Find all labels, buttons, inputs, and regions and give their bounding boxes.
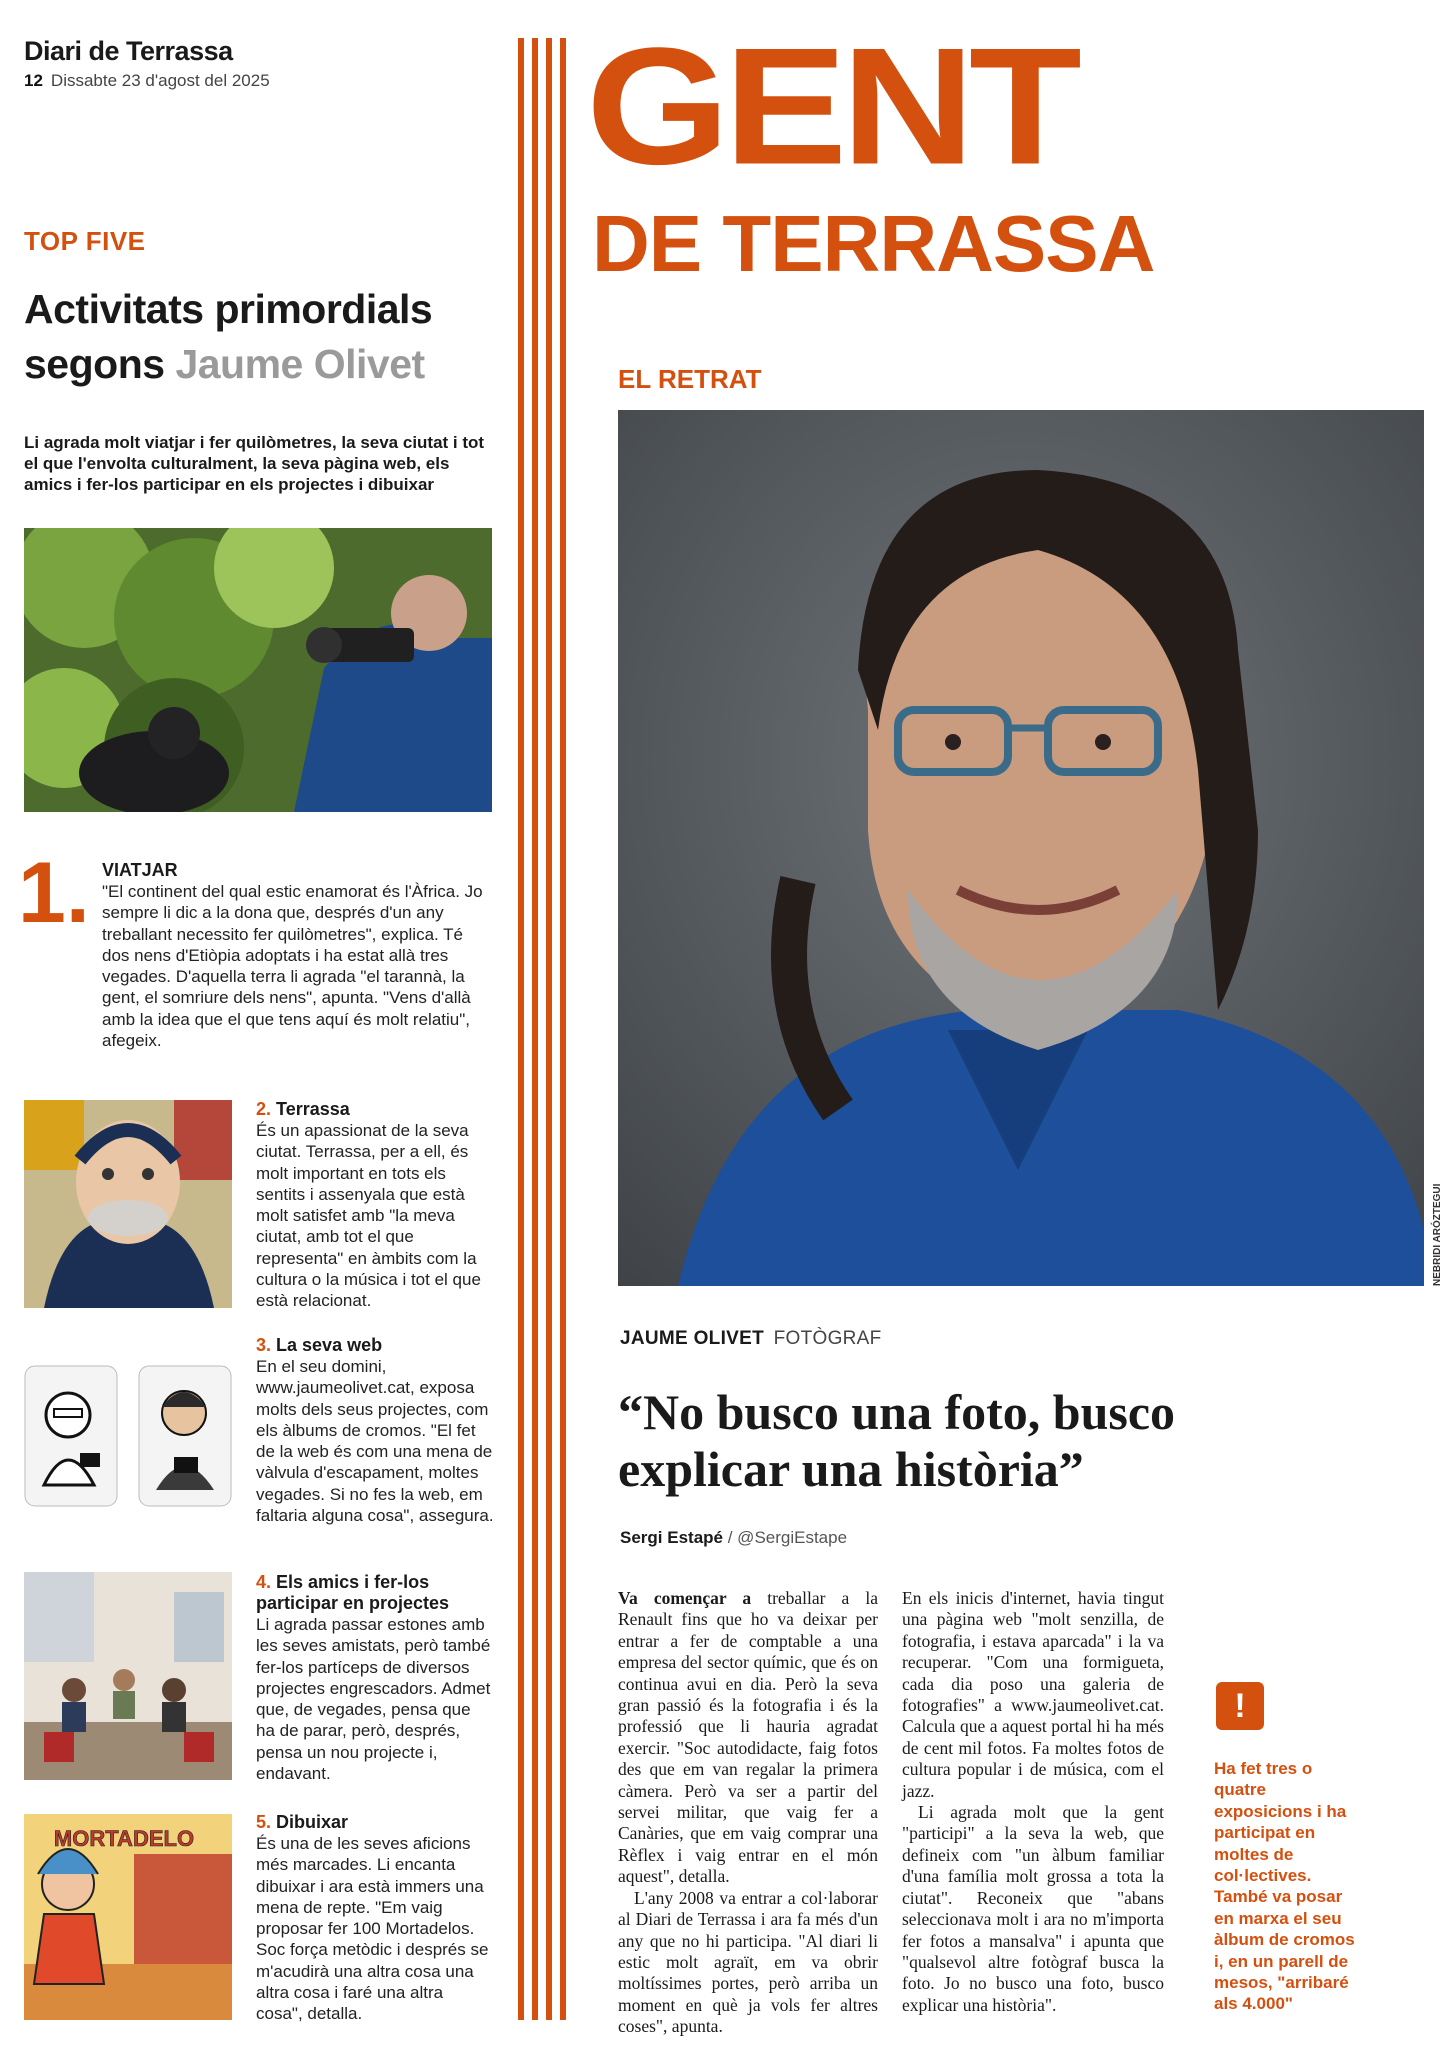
headline-text: Activitats primordials segons: [24, 286, 433, 387]
photo-mortadelo-drawing: [24, 1814, 232, 2020]
masthead-logo: Diari de Terrassa: [24, 36, 233, 66]
item-number: 2.: [256, 1099, 272, 1119]
item-body: "El continent del qual estic enamorat és l'Àfrica. Jo sempre li dic a la dona que, després d'un any treballant necessito fer quilòmetres", explica. Té dos nens d'Etiòpia adoptats i ha estat allà tres vegades. D'aquella terra li agrada "el tarannà, la gent, el somriure dels nens", apunta. "Vens d'allà amb la idea que el que tens aquí és molt relatiu", afegeix.: [102, 882, 483, 1051]
list-item-web: [256, 1335, 494, 1526]
author-line: [620, 1528, 847, 1548]
list-item-viatjar: [102, 860, 494, 1051]
photo-friends-meeting: [24, 1572, 232, 1780]
item-body: És una de les seves aficions més marcades. Li encanta dibuixar i ara està immers una mena de repte. "Em vaig proposar fer 100 Mortadelos. Soc força metòdic i després se m'acudirà una altra cosa una altra cosa i faré una altra cosa", detalla.: [256, 1834, 489, 2024]
item-body: En el seu domini, www.jaumeolivet.cat, exposa molts dels seus projectes, com els àlbums de cromos. "El fet de la web és com una mena de vàlvula d'escapament, moltes vegades. Si no fes la web, em faltaria alguna cosa", assegura.: [256, 1357, 494, 1526]
left-headline: [24, 282, 494, 392]
item-body: Li agrada passar estones amb les seves amistats, però també fer-los partíceps de diversos projectes engrescadors. Admet que, de vegades, pensa que ha de parar, però, després, pensa un nou projecte i, endavant.: [256, 1615, 491, 1784]
item-title: [256, 1812, 494, 1833]
author-handle: / @SergiEstape: [727, 1528, 848, 1547]
divider-stripe: [560, 38, 566, 2020]
item-title-text: Terrassa: [276, 1099, 350, 1119]
paragraph: Li agrada molt que la gent "participi" a la seva la web, que defineix com "un àlbum familiar d'una família molt grossa a tota la ciutat". Reconeix que "abans seleccionava molt i ara no m'importa fer fotos a mansalva" i apunta que "qualsevol altre fotògraf busca la foto. Jo no busco una foto, busco explicar una història".: [902, 1802, 1164, 2015]
author-name: Sergi Estapé: [620, 1528, 723, 1547]
item-number: 5.: [256, 1812, 272, 1832]
photo-caricature-1: [24, 1365, 118, 1507]
section-title-gent: GENT: [586, 14, 1076, 200]
item-number: 3.: [256, 1335, 272, 1355]
divider-stripe: [546, 38, 552, 2020]
article-column-2: [902, 1588, 1164, 2016]
page-number: 12: [24, 71, 43, 90]
list-item-drawing: [256, 1812, 494, 2025]
photo-portrait-jaume-olivet: [618, 410, 1424, 1286]
subject-name: JAUME OLIVET: [620, 1328, 765, 1349]
section-kicker-top-five: TOP FIVE: [24, 226, 146, 256]
list-item-terrassa: [256, 1099, 494, 1312]
issue-date: Dissabte 23 d'agost del 2025: [50, 71, 270, 90]
sidebar-highlight: Ha fet tres o quatre exposicions i ha participat en moltes de col·lectives. També va posar en marxa el seu àlbum de cromos i, en un parell de mesos, "arribaré als 4.000": [1214, 1759, 1355, 2014]
divider-stripe: [518, 38, 524, 2020]
photo-caricature-2: [138, 1365, 232, 1507]
list-item-friends: [256, 1572, 494, 1784]
item-title: [256, 1335, 494, 1356]
section-kicker-el-retrat: EL RETRAT: [618, 364, 762, 394]
left-intro: Li agrada molt viatjar i fer quilòmetres, la seva ciutat i tot el que l'envolta culturalment, la seva pàgina web, els amics i fer-los participar en els projectes i dibuixar: [24, 433, 485, 494]
page-date-line: [24, 71, 270, 91]
item-title-text: Els amics i fer-los participar en projectes: [256, 1572, 450, 1613]
comic-title-text: MORTADELO: [53, 1826, 195, 1851]
article-column-1: [618, 1588, 878, 2038]
paragraph-text: treballar a la Renault fins que ho va deixar per entrar a fer de comptable a una empresa del sector químic, que és on continua avui en dia. Però la seva gran passió és la fotografia i és la professió que li hauria agradat exercir. "Soc autodidacte, faig fotos des que em van regalar la primera càmera. Però va ser a partir del servei militar, que vaig fer a Canàries, que em vaig comprar una Rèflex i vaig entrar en el món aquest", detalla.: [618, 1588, 878, 1887]
photo-gorilla-safari: [24, 528, 492, 812]
lead-in: Va començar a: [618, 1588, 752, 1608]
subject-name-line: [620, 1328, 882, 1350]
divider-stripe: [532, 38, 538, 2020]
item-number: 4.: [256, 1572, 272, 1592]
paragraph: En els inicis d'internet, havia tingut una pàgina web "molt senzilla, de fotografia, i estava aparcada" i la va recuperar. "Com una formigueta, cada dia poso una galeria de fotografies" a www.jaumeolivet.cat. Calcula que a aquest portal hi ha més de cent mil fotos. Fa moltes fotos de cultura popular i de música, com el jazz.: [902, 1588, 1164, 1801]
item-title-text: Dibuixar: [276, 1812, 349, 1832]
headline-person-name: Jaume Olivet: [175, 341, 425, 387]
paragraph: [618, 1588, 878, 1888]
item-body: És un apassionat de la seva ciutat. Terrassa, per a ell, és molt important en tots els sentits i assenyala que està molt satisfet amb "la meva ciutat, amb tot el que representa" en àmbits com la cultura o la música i tot el que està relacionat.: [256, 1121, 481, 1311]
item-title-text: La seva web: [276, 1335, 383, 1355]
item-title: [256, 1572, 494, 1614]
section-title-de-terrassa: DE TERRASSA: [592, 199, 1155, 288]
paragraph: L'any 2008 va entrar a col·laborar al Diari de Terrassa i ara fa més d'un any que no hi participa. "Al diari li estic molt agraït, em va obrir moltíssimes portes, però arriba un moment en què ja vols fer altres coses", apunta.: [618, 1887, 878, 2037]
exclamation-icon: !: [1216, 1682, 1264, 1730]
item-title: [256, 1099, 494, 1120]
article-headline: “No busco una foto, busco explicar una història”: [618, 1384, 1176, 1497]
photo-festival-mask: [24, 1100, 232, 1308]
item-1-number: 1.: [18, 845, 90, 941]
subject-role: FOTÒGRAF: [773, 1328, 882, 1349]
photo-credit: NEBRIDI ARÓZTEGUI: [1432, 1183, 1443, 1286]
item-title: VIATJAR: [102, 860, 178, 880]
